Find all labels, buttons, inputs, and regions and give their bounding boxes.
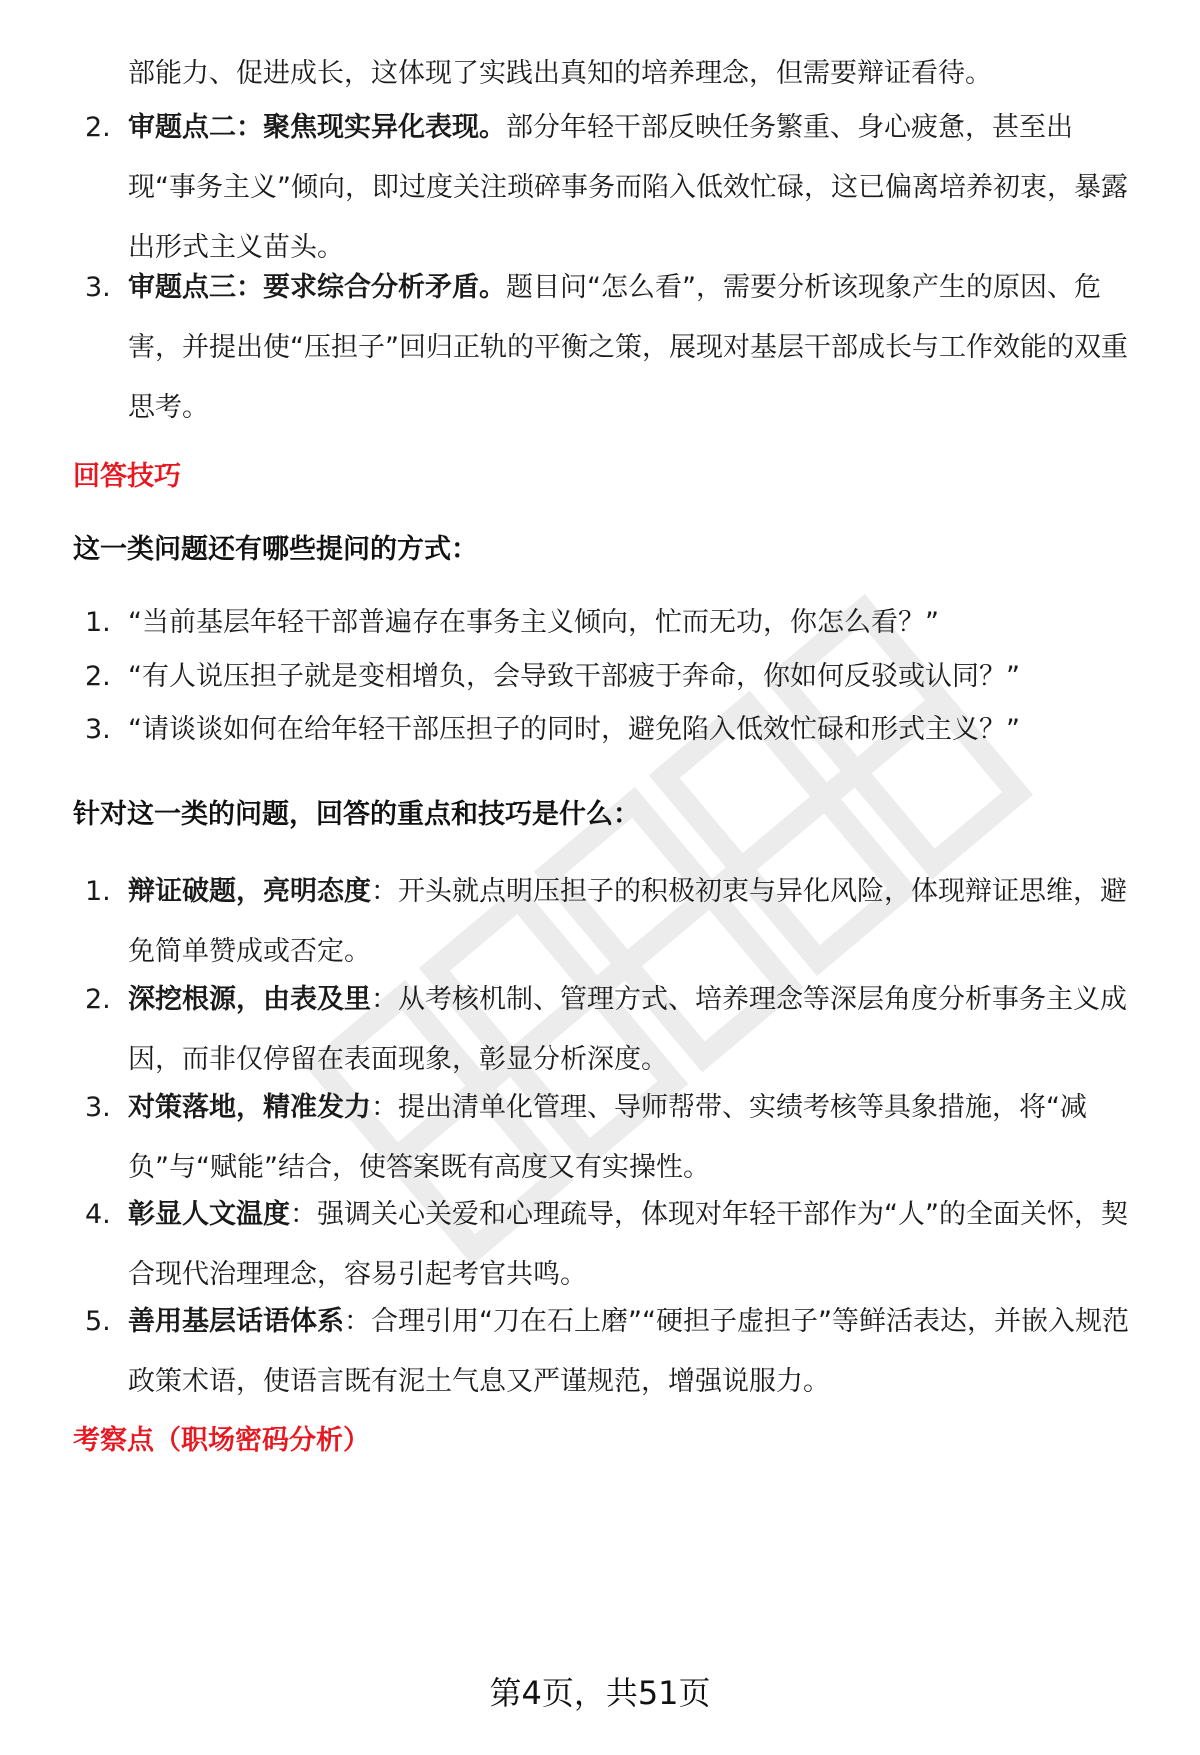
list-number: 2. (85, 661, 111, 692)
list-number: 2. (85, 112, 111, 143)
key-point-title: 深挖根源，由表及里 (128, 984, 371, 1015)
list-number: 1. (85, 607, 111, 638)
list-item-body (128, 862, 1138, 982)
audit-point-title: 审题点三：要求综合分析矛盾。 (128, 272, 506, 303)
intro-tail-text: 部能力、促进成长，这体现了实践出真知的培养理念，但需要辩证看待。 (128, 58, 992, 89)
list-item-body (128, 970, 1138, 1090)
section-heading-exam-points: 考察点（职场密码分析） (73, 1425, 370, 1456)
audit-point-text: 部分年轻干部反映任务繁重、身心疲惫，甚至出现“事务主义”倾向，即过度关注琐碎事务而陷入低效忙碌，这已偏离培养初衷，暴露出形式主义苗头。 (128, 112, 1128, 263)
section-heading-answer-tips: 回答技巧 (73, 461, 181, 492)
list-item-body (128, 258, 1138, 438)
audit-point-text: 题目问“怎么看”，需要分析该现象产生的原因、危害，并提出使“压担子”回归正轨的平衡之策，展现对基层干部成长与工作效能的双重思考。 (128, 272, 1128, 423)
list-number: 3. (85, 714, 111, 745)
key-point-text: ：提出清单化管理、导师帮带、实绩考核等具象措施，将“减负”与“赋能”结合，使答案既有高度又有实操性。 (128, 1092, 1087, 1183)
list-item-body (128, 98, 1138, 278)
list-item-body (128, 1185, 1138, 1305)
key-point-text: ：合理引用“刀在石上磨”“硬担子虚担子”等鲜活表达，并嵌入规范政策术语，使语言既有泥土气息又严谨规范，增强说服力。 (128, 1306, 1129, 1397)
list-number: 5. (85, 1306, 111, 1337)
key-point-title: 辩证破题，亮明态度 (128, 876, 371, 907)
key-point-title: 善用基层话语体系 (128, 1306, 344, 1337)
list-number: 1. (85, 876, 111, 907)
question-styles-heading: 这一类问题还有哪些提问的方式： (73, 534, 478, 565)
list-number: 3. (85, 272, 111, 303)
key-point-title: 对策落地，精准发力 (128, 1092, 371, 1123)
list-number: 2. (85, 984, 111, 1015)
key-point-text: ：从考核机制、管理方式、培养理念等深层角度分析事务主义成因，而非仅停留在表面现象，彰显分析深度。 (128, 984, 1127, 1075)
key-point-text: ：开头就点明压担子的积极初衷与异化风险，体现辩证思维，避免简单赞成或否定。 (128, 876, 1127, 967)
question-style-text: “有人说压担子就是变相增负，会导致干部疲于奔命，你如何反驳或认同？” (128, 661, 1020, 692)
key-point-text: ：强调关心关爱和心理疏导，体现对年轻干部作为“人”的全面关怀，契合现代治理理念，容易引起考官共鸣。 (128, 1199, 1128, 1290)
question-style-text: “请谈谈如何在给年轻干部压担子的同时，避免陷入低效忙碌和形式主义？” (128, 714, 1020, 745)
page-footer: 第4页，共51页 (489, 1674, 711, 1712)
question-style-text: “当前基层年轻干部普遍存在事务主义倾向，忙而无功，你怎么看？” (128, 607, 939, 638)
key-point-title: 彰显人文温度 (128, 1199, 290, 1230)
list-number: 3. (85, 1092, 111, 1123)
list-number: 4. (85, 1199, 111, 1230)
list-item-body (128, 1078, 1138, 1198)
audit-point-title: 审题点二：聚焦现实异化表现。 (128, 112, 506, 143)
key-points-heading: 针对这一类的问题，回答的重点和技巧是什么： (73, 799, 640, 830)
list-item-body (128, 1292, 1138, 1412)
